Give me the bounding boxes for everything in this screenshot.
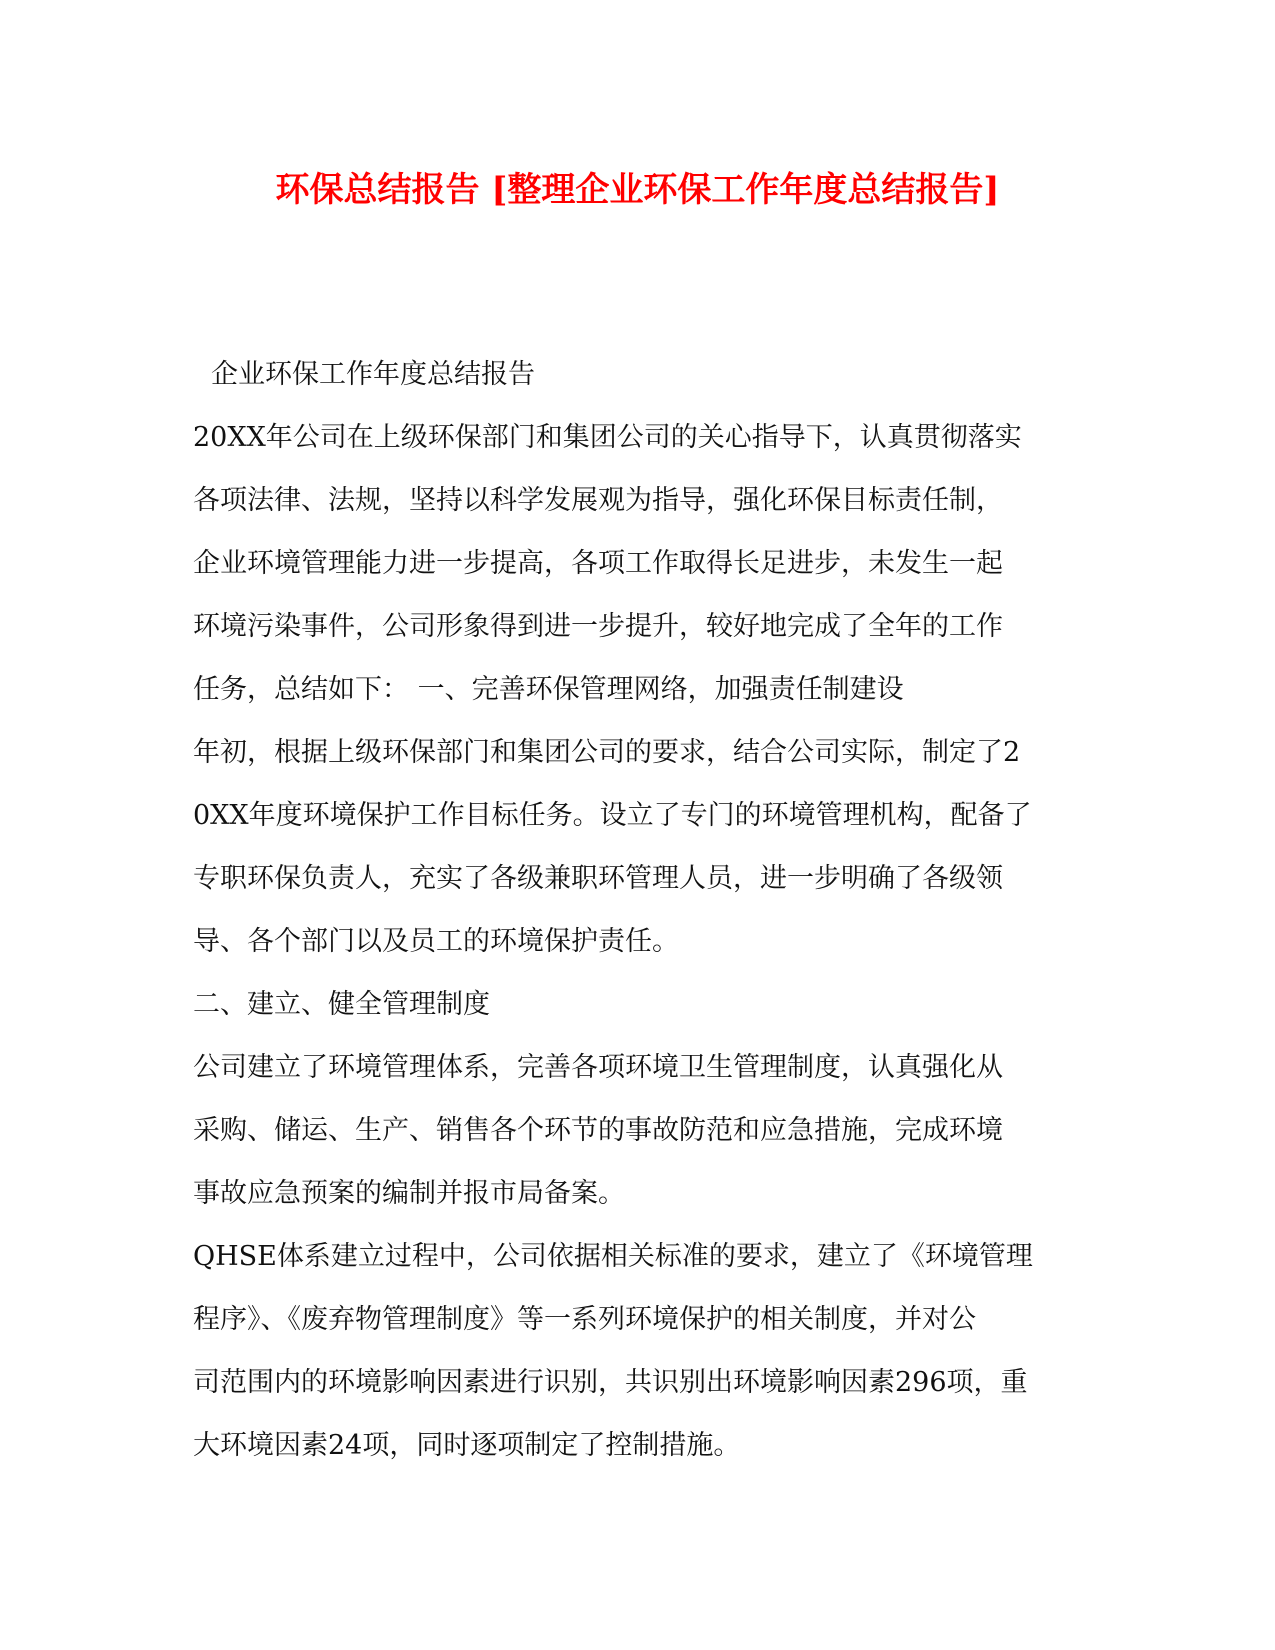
paragraph-line: 各项法律、法规，坚持以科学发展观为指导，强化环保目标责任制，: [193, 485, 1003, 516]
paragraph-line: 0XX年度环境保护工作目标任务。设立了专门的环境管理机构，配备了: [193, 800, 1032, 831]
document-body: [193, 343, 1093, 1477]
document-title: 环保总结报告 [整理企业环保工作年度总结报告]: [275, 170, 1000, 210]
paragraph-line: 环境污染事件，公司形象得到进一步提升，较好地完成了全年的工作: [193, 611, 1003, 642]
paragraph-line: 事故应急预案的编制并报市局备案。: [193, 1178, 625, 1209]
paragraph-line: 20XX年公司在上级环保部门和集团公司的关心指导下，认真贯彻落实: [193, 422, 1022, 453]
paragraph-line: 采购、储运、生产、销售各个环节的事故防范和应急措施，完成环境: [193, 1115, 1003, 1146]
paragraph-line: QHSE体系建立过程中，公司依据相关标准的要求，建立了《环境管理: [193, 1241, 1033, 1272]
paragraph-line: 年初，根据上级环保部门和集团公司的要求，结合公司实际，制定了2: [193, 737, 1021, 768]
paragraph-line: 大环境因素24项，同时逐项制定了控制措施。: [193, 1430, 741, 1461]
paragraph-line: 程序》、《废弃物管理制度》等一系列环境保护的相关制度，并对公: [193, 1304, 976, 1335]
paragraph-line: 司范围内的环境影响因素进行识别，共识别出环境影响因素296项，重: [193, 1367, 1028, 1398]
paragraph-line: 导、各个部门以及员工的环境保护责任。: [193, 926, 679, 957]
paragraph-line: 专职环保负责人，充实了各级兼职环管理人员，进一步明确了各级领: [193, 863, 1003, 894]
document-subtitle: 企业环保工作年度总结报告: [211, 359, 535, 390]
paragraph-line: 企业环境管理能力进一步提高，各项工作取得长足进步，未发生一起: [193, 548, 1003, 579]
paragraph-line: 公司建立了环境管理体系，完善各项环境卫生管理制度，认真强化从: [193, 1052, 1003, 1083]
paragraph-line: 任务，总结如下： 一、完善环保管理网络，加强责任制建设: [193, 674, 904, 705]
section-heading: 二、建立、健全管理制度: [193, 989, 490, 1020]
